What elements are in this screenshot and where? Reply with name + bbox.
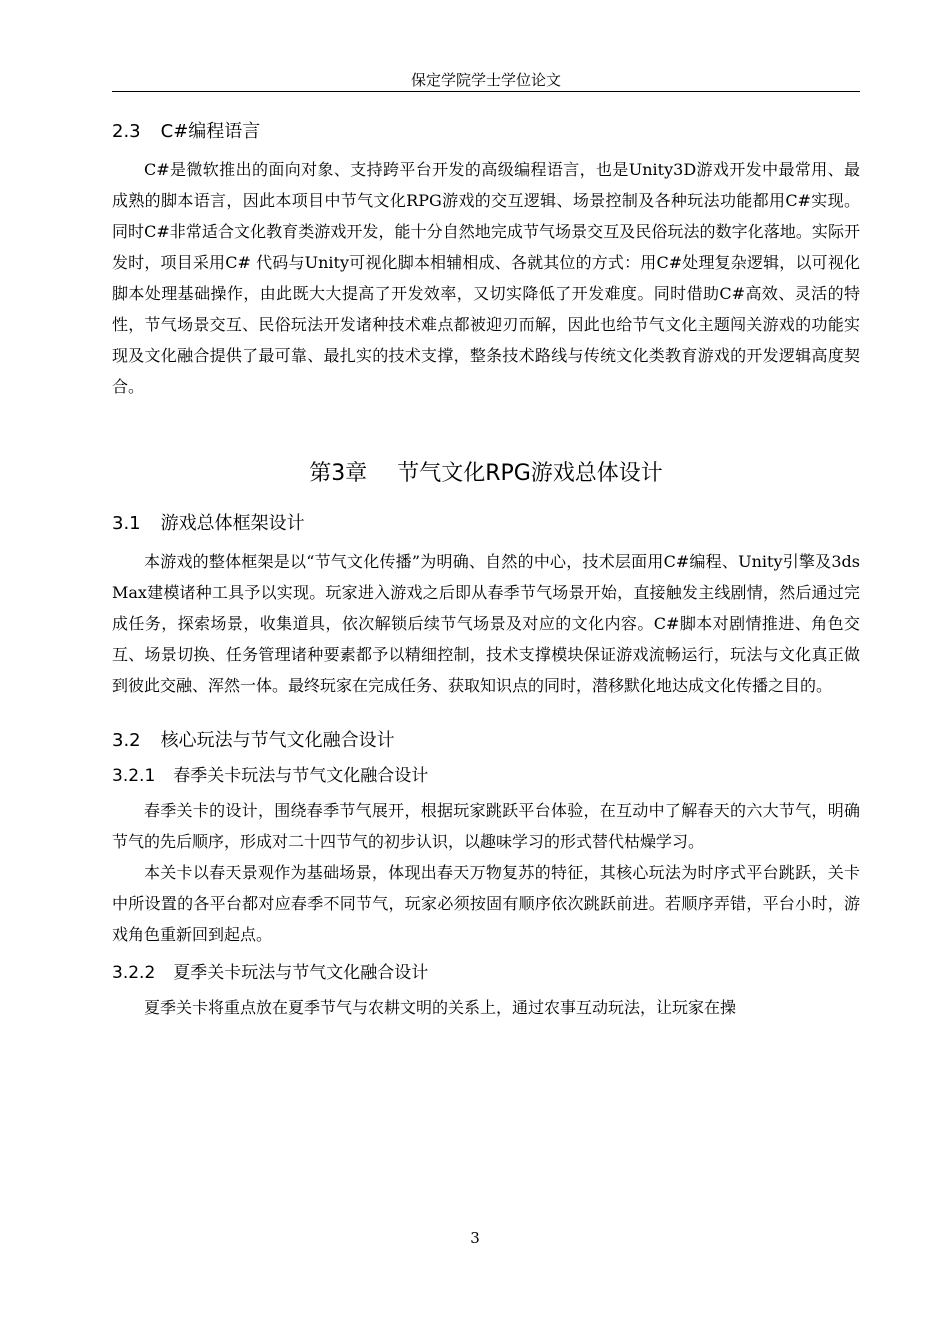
section-title: 核心玩法与节气文化融合设计 xyxy=(160,730,395,751)
paragraph: 本关卡以春天景观作为基础场景，体现出春天万物复苏的特征，其核心玩法为时序式平台跳跃，关卡中所设置的各平台都对应春季不同节气，玩家必须按固有顺序依次跳跃前进。若顺序弄错，平台小时，游戏角色重新回到起点。 xyxy=(112,863,860,944)
section-heading-3-2 xyxy=(112,727,860,755)
header-rule xyxy=(112,91,860,92)
section-title: C#编程语言 xyxy=(160,121,261,142)
subsection-number: 3.2.1 xyxy=(112,766,156,786)
paragraph: 本游戏的整体框架是以“节气文化传播”为明确、自然的中心，技术层面用C#编程、Unity引擎及3ds Max建模诸种工具予以实现。玩家进入游戏之后即从春季节气场景开始，直接触发主线剧情，然后通过完成任务，探索场景，收集道具，依次解锁后续节气场景及对应的文化内容。C#脚本对剧情推进、角色交互、场景切换、任务管理诸种要素都予以精细控制，技术支撑模块保证游戏流畅运行，玩法与文化真正做到彼此交融、浑然一体。最终玩家在完成任务、获取知识点的同时，潜移默化地达成文化传播之目的。 xyxy=(112,552,860,695)
section-title: 游戏总体框架设计 xyxy=(160,513,305,534)
paragraph: C#是微软推出的面向对象、支持跨平台开发的高级编程语言，也是Unity3D游戏开发中最常用、最成熟的脚本语言，因此本项目中节气文化RPG游戏的交互逻辑、场景控制及各种玩法功能都用C#实现。同时C#非常适合文化教育类游戏开发，能十分自然地完成节气场景交互及民俗玩法的数字化落地。实际开发时，项目采用C# 代码与Unity可视化脚本相辅相成、各就其位的方式：用C#处理复杂逻辑，以可视化脚本处理基础操作，由此既大大提高了开发效率，又切实降低了开发难度。同时借助C#高效、灵活的特性，节气场景交互、民俗玩法开发诸种技术难点都被迎刃而解，因此也给节气文化主题闯关游戏的功能实现及文化融合提供了最可靠、最扎实的技术支撑，整条技术路线与传统文化类教育游戏的开发逻辑高度契合。 xyxy=(112,160,860,396)
section-heading-2-3 xyxy=(112,118,860,146)
subsection-heading-3-2-2 xyxy=(112,960,860,986)
page-number: 3 xyxy=(470,1229,480,1247)
paragraph: 夏季关卡将重点放在夏季节气与农耕文明的关系上，通过农事互动玩法，让玩家在操 xyxy=(144,998,737,1017)
running-header: 保定学院学士学位论文 xyxy=(410,71,561,89)
paragraph: 春季关卡的设计，围绕春季节气展开，根据玩家跳跃平台体验，在互动中了解春天的六大节气，明确节气的先后顺序，形成对二十四节气的初步认识，以趣味学习的形式替代枯燥学习。 xyxy=(112,801,860,851)
subsection-title: 春季关卡玩法与节气文化融合设计 xyxy=(173,766,429,786)
subsection-title: 夏季关卡玩法与节气文化融合设计 xyxy=(173,963,429,983)
chapter-heading xyxy=(112,458,860,490)
section-number: 2.3 xyxy=(112,121,141,142)
section-number: 3.2 xyxy=(112,730,141,751)
chapter-title: 节气文化RPG游戏总体设计 xyxy=(397,461,663,486)
subsection-number: 3.2.2 xyxy=(112,963,156,983)
section-heading-3-1 xyxy=(112,510,860,538)
body-content xyxy=(112,118,860,1023)
subsection-heading-3-2-1 xyxy=(112,763,860,789)
section-number: 3.1 xyxy=(112,513,141,534)
chapter-number: 第3章 xyxy=(309,461,368,486)
